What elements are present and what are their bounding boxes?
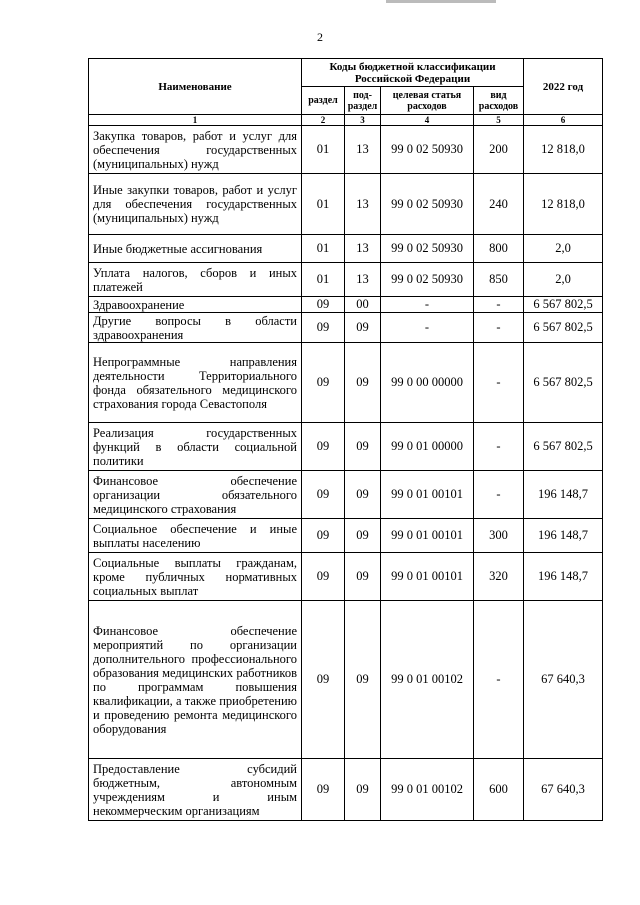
row-podrazdel: 13 (345, 263, 381, 297)
row-name: Реализация государственных функций в области социальной политики (89, 423, 302, 471)
row-podrazdel: 09 (345, 759, 381, 821)
row-vr: 240 (474, 174, 524, 235)
row-csr: 99 0 00 00000 (381, 343, 474, 423)
table-row (89, 471, 603, 519)
row-sum: 6 567 802,5 (524, 297, 603, 313)
table-row (89, 519, 603, 553)
row-razdel: 01 (302, 126, 345, 174)
row-vr: 300 (474, 519, 524, 553)
row-razdel: 09 (302, 759, 345, 821)
table-row (89, 553, 603, 601)
table-row (89, 759, 603, 821)
row-razdel: 09 (302, 297, 345, 313)
row-csr: 99 0 02 50930 (381, 235, 474, 263)
row-podrazdel: 09 (345, 423, 381, 471)
row-name: Непрограммные направления деятельности Территориального фонда обязательного медицинского страхования города Севастополя (89, 343, 302, 423)
row-name: Уплата налогов, сборов и иных платежей (89, 263, 302, 297)
row-csr: 99 0 02 50930 (381, 174, 474, 235)
row-sum: 67 640,3 (524, 759, 603, 821)
row-name: Другие вопросы в области здравоохранения (89, 313, 302, 343)
row-name: Социальное обеспечение и иные выплаты населению (89, 519, 302, 553)
row-csr: 99 0 02 50930 (381, 263, 474, 297)
row-sum: 12 818,0 (524, 174, 603, 235)
column-numbers-row (89, 115, 603, 126)
table-row (89, 343, 603, 423)
row-podrazdel: 09 (345, 519, 381, 553)
row-sum: 6 567 802,5 (524, 343, 603, 423)
row-vr: 600 (474, 759, 524, 821)
row-podrazdel: 09 (345, 553, 381, 601)
row-razdel: 01 (302, 263, 345, 297)
table-row (89, 313, 603, 343)
table-row (89, 263, 603, 297)
scan-artifact (386, 0, 496, 3)
row-sum: 196 148,7 (524, 553, 603, 601)
row-podrazdel: 09 (345, 343, 381, 423)
row-vr: - (474, 423, 524, 471)
row-razdel: 01 (302, 174, 345, 235)
header-razdel: раздел (302, 87, 345, 115)
header-podrazdel: под-раздел (345, 87, 381, 115)
row-sum: 67 640,3 (524, 601, 603, 759)
row-razdel: 09 (302, 519, 345, 553)
row-csr: 99 0 02 50930 (381, 126, 474, 174)
column-number: 3 (345, 115, 381, 126)
row-razdel: 09 (302, 553, 345, 601)
row-vr: - (474, 471, 524, 519)
row-csr: 99 0 01 00101 (381, 553, 474, 601)
row-name: Предоставление субсидий бюджетным, автономным учреждениям и иным некоммерческим организациям (89, 759, 302, 821)
row-name: Иные закупки товаров, работ и услуг для обеспечения государственных (муниципальных) нужд (89, 174, 302, 235)
row-podrazdel: 13 (345, 235, 381, 263)
row-sum: 196 148,7 (524, 519, 603, 553)
row-name: Социальные выплаты гражданам, кроме публичных нормативных социальных выплат (89, 553, 302, 601)
row-csr: 99 0 01 00101 (381, 471, 474, 519)
column-number: 2 (302, 115, 345, 126)
header-name: Наименование (89, 59, 302, 115)
row-vr: 200 (474, 126, 524, 174)
row-vr: - (474, 343, 524, 423)
table-row (89, 423, 603, 471)
row-podrazdel: 09 (345, 601, 381, 759)
row-vr: - (474, 313, 524, 343)
row-podrazdel: 13 (345, 174, 381, 235)
table-row (89, 601, 603, 759)
row-vr: 320 (474, 553, 524, 601)
header-codes-group: Коды бюджетной классификации Российской Федерации (302, 59, 524, 87)
row-csr: - (381, 313, 474, 343)
budget-table (88, 58, 603, 821)
row-razdel: 09 (302, 343, 345, 423)
column-number: 6 (524, 115, 603, 126)
header-vr: вид расходов (474, 87, 524, 115)
row-sum: 12 818,0 (524, 126, 603, 174)
row-vr: - (474, 601, 524, 759)
row-podrazdel: 13 (345, 126, 381, 174)
table-row (89, 297, 603, 313)
row-sum: 2,0 (524, 235, 603, 263)
row-vr: 800 (474, 235, 524, 263)
table-row (89, 235, 603, 263)
row-sum: 6 567 802,5 (524, 313, 603, 343)
column-number: 1 (89, 115, 302, 126)
row-vr: 850 (474, 263, 524, 297)
row-name: Финансовое обеспечение мероприятий по организации дополнительного профессионального образования медицинских работников по программам повышения квалификации, а также приобретению и проведению ремонта медицинского оборудования (89, 601, 302, 759)
row-razdel: 09 (302, 601, 345, 759)
row-razdel: 09 (302, 423, 345, 471)
row-csr: 99 0 01 00000 (381, 423, 474, 471)
column-number: 4 (381, 115, 474, 126)
row-name: Закупка товаров, работ и услуг для обеспечения государственных (муниципальных) нужд (89, 126, 302, 174)
row-csr: 99 0 01 00102 (381, 601, 474, 759)
row-sum: 2,0 (524, 263, 603, 297)
row-podrazdel: 09 (345, 313, 381, 343)
row-csr: 99 0 01 00102 (381, 759, 474, 821)
row-name: Иные бюджетные ассигнования (89, 235, 302, 263)
row-name: Финансовое обеспечение организации обязательного медицинского страхования (89, 471, 302, 519)
header-csr: целевая статья расходов (381, 87, 474, 115)
row-name: Здравоохранение (89, 297, 302, 313)
row-csr: - (381, 297, 474, 313)
row-sum: 6 567 802,5 (524, 423, 603, 471)
row-razdel: 09 (302, 471, 345, 519)
row-vr: - (474, 297, 524, 313)
column-number: 5 (474, 115, 524, 126)
header-year: 2022 год (524, 59, 603, 115)
row-podrazdel: 00 (345, 297, 381, 313)
row-sum: 196 148,7 (524, 471, 603, 519)
row-razdel: 01 (302, 235, 345, 263)
table-row (89, 126, 603, 174)
row-podrazdel: 09 (345, 471, 381, 519)
page-number: 2 (317, 30, 323, 44)
table-row (89, 174, 603, 235)
row-razdel: 09 (302, 313, 345, 343)
row-csr: 99 0 01 00101 (381, 519, 474, 553)
